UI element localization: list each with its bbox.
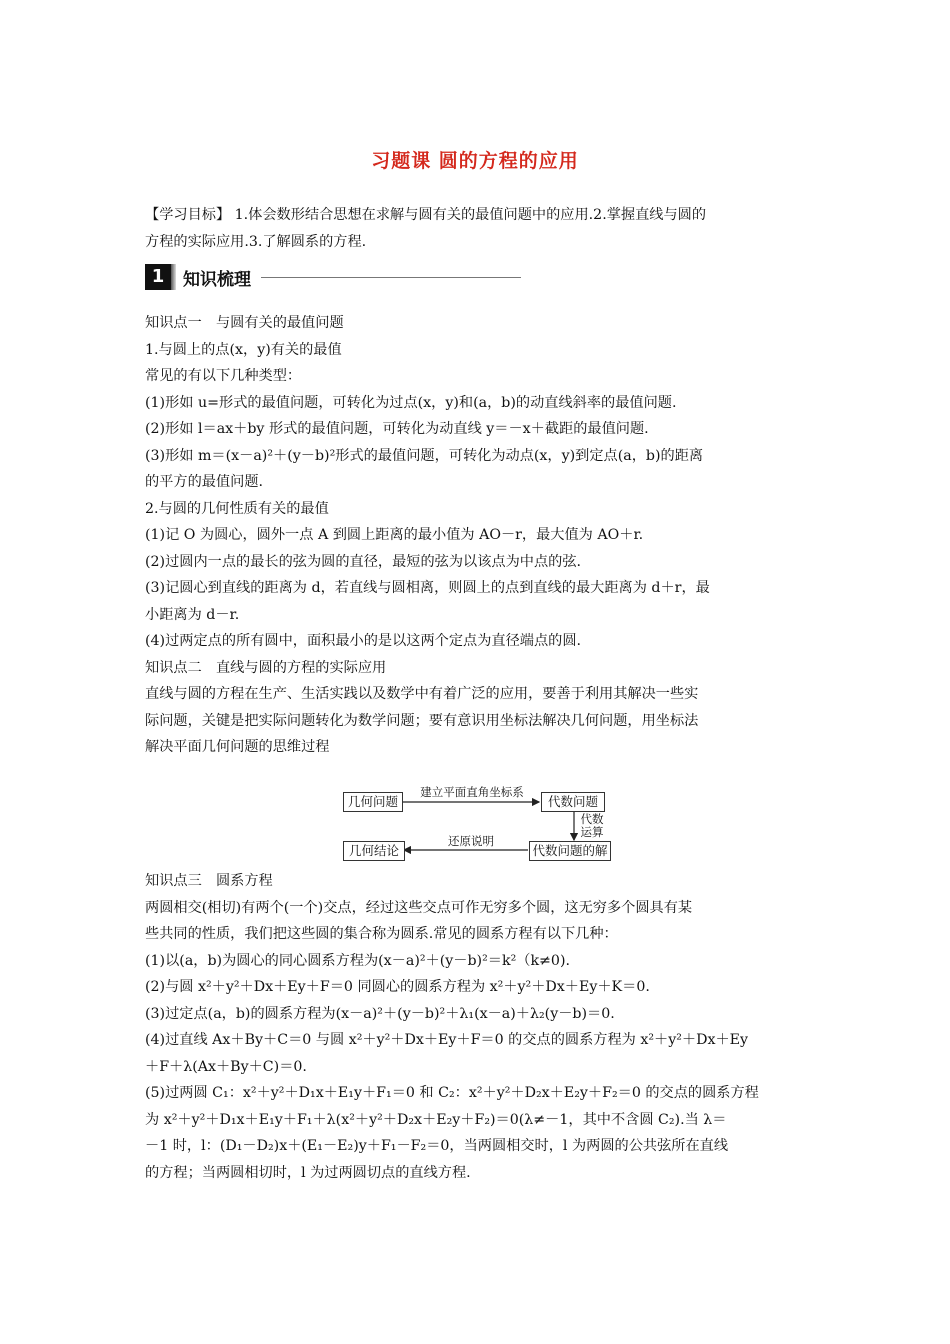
text-line: 两圆相交(相切)有两个(一个)交点，经过这些交点可作无穷多个圆，这无穷多个圆具有某 xyxy=(145,899,693,916)
text-line: 知识点二 直线与圆的方程的实际应用 xyxy=(145,659,387,676)
flow-box-algebra-problem: 代数问题 xyxy=(541,792,605,812)
flow-label-restore: 还原说明 xyxy=(448,834,494,848)
text-line: 知识点一 与圆有关的最值问题 xyxy=(145,315,344,331)
text-line: 直线与圆的方程在生产、生活实践以及数学中有着广泛的应用，要善于利用其解决一些实 xyxy=(145,686,699,702)
text-line: (1)以(a，b)为圆心的同心圆系方程为(x－a)²＋(y－b)²＝k²（k≠0). xyxy=(145,952,570,969)
text-line: (4)过两定点的所有圆中，面积最小的是以这两个定点为直径端点的圆. xyxy=(145,633,582,649)
text-line: (3)记圆心到直线的距离为 d，若直线与圆相离，则圆上的点到直线的最大距离为 d＋r，最 xyxy=(145,580,710,596)
text-line: ＋F＋λ(Ax＋By＋C)＝0. xyxy=(145,1058,307,1075)
text-line: 2.与圆的几何性质有关的最值 xyxy=(145,500,329,517)
flow-label-compute-line: 运算 xyxy=(580,825,604,839)
text-line: 知识点三 圆系方程 xyxy=(145,873,273,889)
text-line: (1)形如 u=形式的最值问题，可转化为过点(x，y)和(a，b)的动直线斜率的最值问题. xyxy=(145,394,677,411)
flow-label-compute-line: 代数 xyxy=(580,812,604,826)
knowledge-block-1 xyxy=(145,310,810,761)
text-line: (2)与圆 x²＋y²＋Dx＋Ey＋F＝0 同圆心的圆系方程为 x²＋y²＋Dx＋Ey＋K＝0. xyxy=(145,979,650,995)
text-line: 的平方的最值问题. xyxy=(145,474,264,490)
text-line: (3)形如 m＝(x－a)²＋(y－b)²形式的最值问题，可转化为动点(x，y)到定点(a，b)的距离 xyxy=(145,447,704,464)
flow-box-algebra-solution: 代数问题的解 xyxy=(529,841,611,861)
text-line: 1.与圆上的点(x，y)有关的最值 xyxy=(145,341,342,358)
text-line: (2)过圆内一点的最长的弦为圆的直径，最短的弦为以该点为中点的弦. xyxy=(145,553,582,570)
knowledge-block-3 xyxy=(145,868,810,1186)
text-line: 为 x²＋y²＋D₁x＋E₁y＋F₁＋λ(x²＋y²＋D₂x＋E₂y＋F₂)＝0(λ≠－1，其中不含圆 C₂).当 λ＝ xyxy=(145,1111,727,1128)
section-header xyxy=(145,264,521,290)
section-divider xyxy=(261,277,521,278)
objectives-line: 【学习目标】 1.体会数形结合思想在求解与圆有关的最值问题中的应用.2.掌握直线与圆的 xyxy=(145,207,707,223)
flow-box-geometry-problem: 几何问题 xyxy=(343,792,403,812)
text-line: 常见的有以下几种类型： xyxy=(145,368,302,384)
coordinate-method-flowchart xyxy=(341,785,611,863)
flow-box-geometry-conclusion: 几何结论 xyxy=(343,841,405,861)
text-line: (5)过两圆 C₁：x²＋y²＋D₁x＋E₁y＋F₁＝0 和 C₂：x²＋y²＋D₂x＋E₂y＋F₂＝0 的交点的圆系方程 xyxy=(145,1085,759,1101)
flow-label-build-coordinates: 建立平面直角坐标系 xyxy=(420,785,524,799)
section-title: 知识梳理 xyxy=(183,269,251,290)
page-title: 习题课 圆的方程的应用 xyxy=(371,150,579,172)
text-line: (2)形如 l＝ax＋by 形式的最值问题，可转化为动直线 y＝－x＋截距的最值问题. xyxy=(145,421,649,437)
text-line: (3)过定点(a，b)的圆系方程为(x－a)²＋(y－b)²＋λ₁(x－a)＋λ₂(y－b)＝0. xyxy=(145,1005,615,1022)
section-number-badge: 1 xyxy=(145,264,171,290)
text-line: 解决平面几何问题的思维过程 xyxy=(145,739,330,755)
flow-label-compute xyxy=(577,813,607,839)
text-line: 小距离为 d－r. xyxy=(145,606,240,623)
learning-objectives xyxy=(145,202,810,255)
objectives-line: 方程的实际应用.3.了解圆系的方程. xyxy=(145,233,367,250)
text-line: 际问题，关键是把实际问题转化为数学问题；要有意识用坐标法解决几何问题，用坐标法 xyxy=(145,712,699,729)
text-line: 的方程；当两圆相切时，l 为过两圆切点的直线方程. xyxy=(145,1164,471,1181)
text-line: －1 时，l：(D₁－D₂)x＋(E₁－E₂)y＋F₁－F₂＝0，当两圆相交时，l 为两圆的公共弦所在直线 xyxy=(145,1138,729,1154)
text-line: (4)过直线 Ax＋By＋C＝0 与圆 x²＋y²＋Dx＋Ey＋F＝0 的交点的圆系方程为 x²＋y²＋Dx＋Ey xyxy=(145,1032,749,1048)
text-line: 些共同的性质，我们把这些圆的集合称为圆系.常见的圆系方程有以下几种： xyxy=(145,926,618,942)
text-line: (1)记 O 为圆心，圆外一点 A 到圆上距离的最小值为 AO－r，最大值为 AO＋r. xyxy=(145,527,644,543)
